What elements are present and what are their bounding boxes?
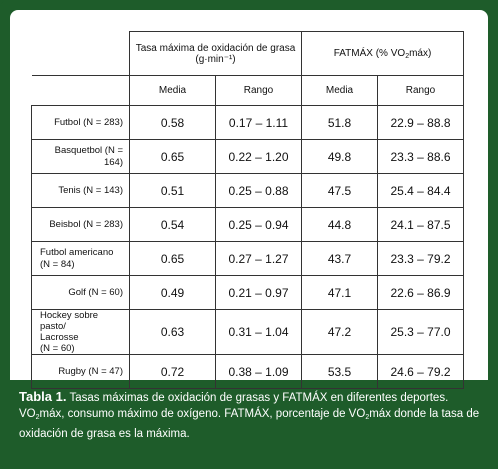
fm-range-cell: 25.4 – 84.4: [378, 174, 464, 208]
fm-mean-cell: 51.8: [302, 106, 378, 140]
ox-mean-cell: 0.65: [130, 242, 216, 276]
ox-range-cell: 0.21 – 0.97: [216, 276, 302, 310]
fm-range-cell: 24.1 – 87.5: [378, 208, 464, 242]
fm-range-cell: 23.3 – 88.6: [378, 140, 464, 174]
fm-range-cell: 24.6 – 79.2: [378, 355, 464, 389]
fm-mean-cell: 49.8: [302, 140, 378, 174]
fm-mean-cell: 44.8: [302, 208, 378, 242]
table-row: [32, 208, 464, 242]
fm-mean-cell: 47.5: [302, 174, 378, 208]
table-caption: Tabla 1. Tasas máximas de oxidación de grasas y FATMÁX en diferentes deportes. $VO_2máx$, consumo máximo de oxígeno. FATMÁX, porcentaje de $VO_2máx$ donde la tasa de oxidación de grasa es la máxima.: [19, 389, 480, 440]
header-fatmax: FATMÁX (% $VO_2máx$): [302, 32, 464, 76]
fm-range-cell: 22.6 – 86.9: [378, 276, 464, 310]
sport-label: Futbol (N = 283): [32, 106, 130, 140]
table-row: [32, 355, 464, 389]
caption-label: Tabla 1.: [19, 389, 67, 404]
fat-oxidation-table: [31, 31, 464, 389]
fm-mean-cell: 53.5: [302, 355, 378, 389]
table-row: [32, 242, 464, 276]
sport-label: Beisbol (N = 283): [32, 208, 130, 242]
sport-label: Golf (N = 60): [32, 276, 130, 310]
ox-mean-cell: 0.72: [130, 355, 216, 389]
sport-label: Tenis (N = 143): [32, 174, 130, 208]
ox-range-cell: 0.31 – 1.04: [216, 310, 302, 355]
ox-mean-cell: 0.63: [130, 310, 216, 355]
fm-range-cell: 25.3 – 77.0: [378, 310, 464, 355]
corner-cell: [32, 32, 130, 76]
header-ox-range: Rango: [216, 76, 302, 106]
ox-range-cell: 0.17 – 1.11: [216, 106, 302, 140]
header-oxidation-rate: Tasa máxima de oxidación de grasa (g·min⁻¹): [130, 32, 302, 76]
fm-mean-cell: 43.7: [302, 242, 378, 276]
ox-mean-cell: 0.65: [130, 140, 216, 174]
corner-cell-2: [32, 76, 130, 106]
ox-range-cell: 0.25 – 0.88: [216, 174, 302, 208]
ox-mean-cell: 0.49: [130, 276, 216, 310]
table-row: [32, 106, 464, 140]
sport-label: Futbol americano (N = 84): [32, 242, 130, 276]
ox-mean-cell: 0.58: [130, 106, 216, 140]
fm-mean-cell: 47.1: [302, 276, 378, 310]
sport-label: Hockey sobre pasto/ Lacrosse (N = 60): [32, 310, 130, 355]
header-ox-mean: Media: [130, 76, 216, 106]
ox-mean-cell: 0.51: [130, 174, 216, 208]
ox-mean-cell: 0.54: [130, 208, 216, 242]
fm-mean-cell: 47.2: [302, 310, 378, 355]
table-row: [32, 140, 464, 174]
table-panel: [10, 10, 488, 380]
fm-range-cell: 22.9 – 88.8: [378, 106, 464, 140]
table-row: [32, 174, 464, 208]
table-row: [32, 310, 464, 355]
sport-label: Basquetbol (N = 164): [32, 140, 130, 174]
ox-range-cell: 0.22 – 1.20: [216, 140, 302, 174]
fm-range-cell: 23.3 – 79.2: [378, 242, 464, 276]
header-fm-range: Rango: [378, 76, 464, 106]
ox-range-cell: 0.25 – 0.94: [216, 208, 302, 242]
table-row: [32, 276, 464, 310]
ox-range-cell: 0.38 – 1.09: [216, 355, 302, 389]
ox-range-cell: 0.27 – 1.27: [216, 242, 302, 276]
header-fm-mean: Media: [302, 76, 378, 106]
sport-label: Rugby (N = 47): [32, 355, 130, 389]
